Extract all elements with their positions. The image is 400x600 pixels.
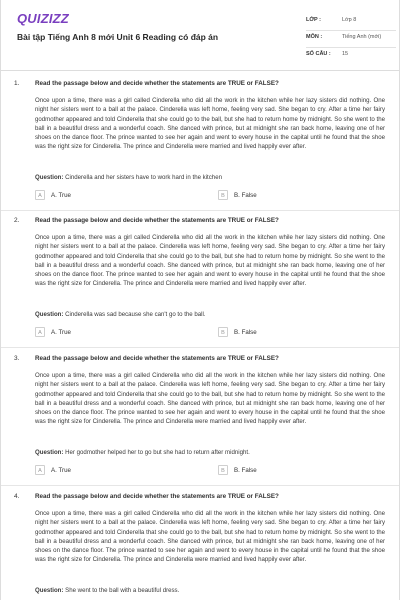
document-header xyxy=(1,0,399,68)
question-statement xyxy=(35,311,206,318)
question-label: Question: xyxy=(35,587,64,594)
question-statement xyxy=(35,587,179,594)
question-prompt: Read the passage below and decide whether the statements are TRUE or FALSE? xyxy=(35,80,279,87)
reading-passage: Once upon a time, there was a girl called Cinderella who did all the work in the kitchen while her lazy sisters did nothing. One night her sisters went to a ball at the palace. Cinderella was left home, feeling very sad. She began to cry. After a time her fairy godmother appeared and told Cinderella that she could go to the ball, but she had to return home by midnight. So she went to the ball in a beautiful dress and a wonderful coach. She danced with prince, but at midnight she ran back home, leaving one of her shoes on the dance floor. The prince wanted to see her again and went to every house in the capital until he found that the shoe was the right size for Cinderella. The prince and Cinderella were married and lived happily ever after. xyxy=(35,510,385,564)
option-label[interactable]: B. False xyxy=(234,329,257,336)
question-prompt: Read the passage below and decide whether the statements are TRUE or FALSE? xyxy=(35,355,279,362)
question-prompt: Read the passage below and decide whether the statements are TRUE or FALSE? xyxy=(35,493,279,500)
header-divider xyxy=(1,70,399,71)
meta-table xyxy=(306,14,396,64)
question-number: 2. xyxy=(14,217,20,224)
meta-row-class xyxy=(306,14,396,31)
option-letter-box[interactable]: B xyxy=(218,190,228,200)
question-label: Question: xyxy=(35,174,64,181)
option-label[interactable]: B. False xyxy=(234,192,257,199)
reading-passage: Once upon a time, there was a girl called Cinderella who did all the work in the kitchen while her lazy sisters did nothing. One night her sisters went to a ball at the palace. Cinderella was left home, feeling very sad. She began to cry. After a time her fairy godmother appeared and told Cinderella that she could go to the ball, but she had to return home by midnight. So she went to the ball in a beautiful dress and a wonderful coach. She danced with prince, but at midnight she ran back home, leaving one of her shoes on the dance floor. The prince wanted to see her again and went to every house in the capital until he found that the shoe was the right size for Cinderella. The prince and Cinderella were married and lived happily ever after. xyxy=(35,97,385,151)
option-label[interactable]: A. True xyxy=(51,192,71,199)
question-text: Cinderella and her sisters have to work hard in the kitchen xyxy=(65,174,222,181)
option-label[interactable]: A. True xyxy=(51,467,71,474)
meta-row-count xyxy=(306,48,396,64)
option-letter-box[interactable]: A xyxy=(35,465,45,475)
option-letter-box[interactable]: B xyxy=(218,327,228,337)
quizizz-logo[interactable]: QUIZIZZ xyxy=(17,11,69,26)
meta-label: LỚP : xyxy=(306,17,321,23)
option-label[interactable]: A. True xyxy=(51,329,71,336)
question-divider xyxy=(1,210,399,211)
question-label: Question: xyxy=(35,449,64,456)
question-divider xyxy=(1,485,399,486)
question-text: Her godmother helped her to go but she had to return after midnight. xyxy=(65,449,250,456)
meta-value: 15 xyxy=(342,51,349,57)
question-label: Question: xyxy=(35,311,64,318)
meta-label: MÔN : xyxy=(306,34,323,40)
question-text: She went to the ball with a beautiful dress. xyxy=(65,587,180,594)
meta-label: SỐ CÂU : xyxy=(306,51,331,57)
question-text: Cinderella was sad because she can't go to the ball. xyxy=(65,311,206,318)
question-number: 1. xyxy=(14,80,20,87)
reading-passage: Once upon a time, there was a girl called Cinderella who did all the work in the kitchen while her lazy sisters did nothing. One night her sisters went to a ball at the palace. Cinderella was left home, feeling very sad. She began to cry. After a time her fairy godmother appeared and told Cinderella that she could go to the ball, but she had to return home by midnight. So she went to the ball in a beautiful dress and a wonderful coach. She danced with prince, but at midnight she ran back home, leaving one of her shoes on the dance floor. The prince wanted to see her again and went to every house in the capital until he found that the shoe was the right size for Cinderella. The prince and Cinderella were married and lived happily ever after. xyxy=(35,234,385,288)
question-statement xyxy=(35,174,222,181)
option-letter-box[interactable]: A xyxy=(35,327,45,337)
meta-value: Tiếng Anh (mới) xyxy=(342,34,382,40)
question-number: 3. xyxy=(14,355,20,362)
option-letter-box[interactable]: B xyxy=(218,465,228,475)
meta-value: Lớp 8 xyxy=(342,17,357,23)
option-label[interactable]: B. False xyxy=(234,467,257,474)
question-divider xyxy=(1,347,399,348)
option-letter-box[interactable]: A xyxy=(35,190,45,200)
meta-row-subject xyxy=(306,31,396,48)
question-prompt: Read the passage below and decide whether the statements are TRUE or FALSE? xyxy=(35,217,279,224)
question-number: 4. xyxy=(14,493,20,500)
question-statement xyxy=(35,449,250,456)
document-title: Bài tập Tiếng Anh 8 mới Unit 6 Reading có đáp án xyxy=(17,32,219,42)
reading-passage: Once upon a time, there was a girl called Cinderella who did all the work in the kitchen while her lazy sisters did nothing. One night her sisters went to a ball at the palace. Cinderella was left home, feeling very sad. She began to cry. After a time her fairy godmother appeared and told Cinderella that she could go to the ball, but she had to return home by midnight. So she went to the ball in a beautiful dress and a wonderful coach. She danced with prince, but at midnight she ran back home, leaving one of her shoes on the dance floor. The prince wanted to see her again and went to every house in the capital until he found that the shoe was the right size for Cinderella. The prince and Cinderella were married and lived happily ever after. xyxy=(35,372,385,426)
